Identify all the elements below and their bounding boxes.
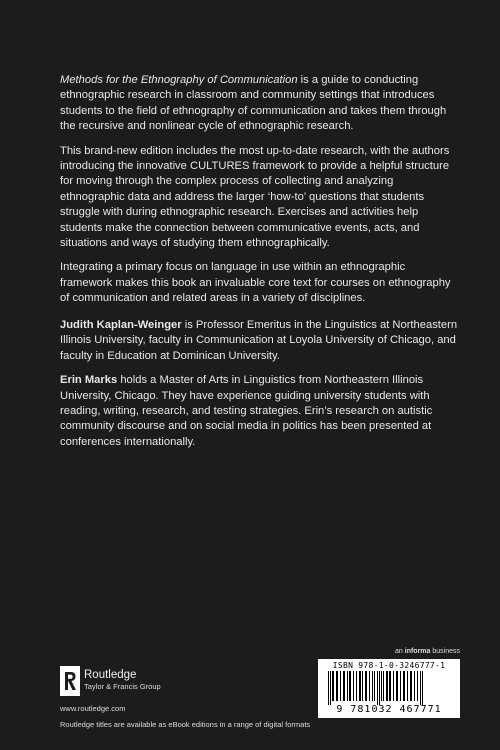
author-bios	[60, 318, 460, 459]
routledge-r-icon	[60, 666, 80, 696]
author-name-2: Erin Marks	[60, 374, 118, 387]
description-paragraph-2: This brand-new edition includes the most up-to-date research, with the authors introducing the innovative CULTURES framework to provide a helpful structure for moving through the complex process of collecting and analyzing ethnographic data and address the larger ‘how-to’ questions that students struggle with during ethnographic research. Exercises and activities help students make the connection between communicative events, acts, and situations and ways of studying them ethnographically.	[60, 144, 450, 250]
routledge-logo	[60, 666, 161, 696]
isbn-barcode	[318, 659, 460, 718]
author-bio-1	[60, 318, 460, 364]
barcode-bars	[326, 671, 452, 705]
ebook-note: Routledge titles are available as eBook editions in a range of digital formats	[60, 720, 311, 729]
description-paragraph-1	[60, 73, 460, 135]
publisher-group: Taylor & Francis Group	[84, 682, 161, 691]
informa-prefix: an	[395, 648, 405, 655]
publisher-name: Routledge	[84, 669, 137, 681]
publisher-url: www.routledge.com	[60, 704, 126, 713]
isbn-label: ISBN 978-1-0-3246777-1	[332, 661, 446, 670]
book-description	[60, 73, 460, 316]
informa-business-tag	[395, 648, 460, 655]
author-bio-text-2: holds a Master of Arts in Linguistics from Northeastern Illinois University, Chicago. They have experience guiding university students with reading, writing, research, and testing strategies. Erin’s research on autistic community discourse and on social media in politics has been presented at conferences internationally.	[60, 374, 433, 448]
author-bio-text-1: is Professor Emeritus in the Linguistics at Northeastern Illinois University, faculty in Communication at Loyola University of Chicago, and faculty in Education at Dominican University.	[60, 319, 458, 362]
description-text-1: is a guide to conducting ethnographic research in classroom and community settings that introduces students to the field of ethnography of communication and takes them through the recursive and nonlinear cycle of ethnographic research.	[60, 74, 447, 133]
book-title: Methods for the Ethnography of Communication	[60, 74, 298, 86]
informa-suffix: business	[430, 648, 460, 655]
author-bio-2	[60, 373, 460, 450]
description-paragraph-3: Integrating a primary focus on language in use within an ethnographic framework makes this book an invaluable core text for courses on ethnography of communication and related areas in a variety of disciplines.	[60, 261, 451, 305]
informa-brand: informa	[404, 648, 431, 655]
barcode-digits: 9 781032 467771	[336, 704, 442, 715]
author-name-1: Judith Kaplan-Weinger	[60, 319, 182, 331]
